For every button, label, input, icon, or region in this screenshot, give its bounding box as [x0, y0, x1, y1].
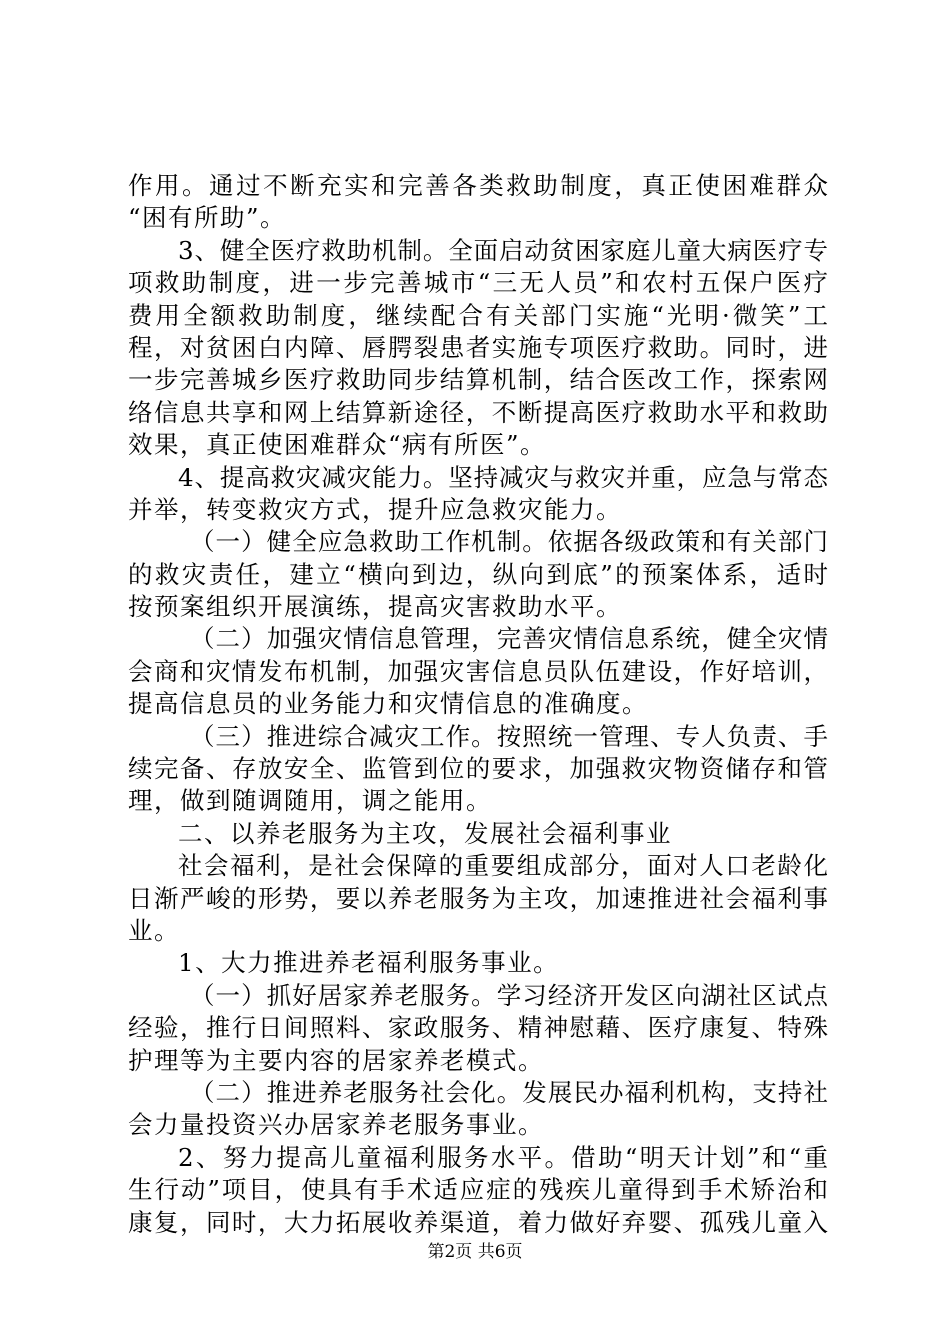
text-line: 效果，真正使困难群众“病有所医”。	[128, 430, 547, 460]
text-line: 理，做到随调随用，调之能用。	[128, 786, 492, 816]
document-body	[128, 170, 828, 1239]
text-line: 续完备、存放安全、监管到位的要求，加强救灾物资储存和管	[128, 754, 828, 784]
page-footer: 第2页 共6页	[427, 1242, 523, 1262]
text-line: 提高信息员的业务能力和灾情信息的准确度。	[128, 689, 648, 719]
text-line: 日渐严峻的形势，要以养老服务为主攻，加速推进社会福利事	[128, 883, 828, 913]
text-line: 会商和灾情发布机制，加强灾害信息员队伍建设，作好培训，	[128, 656, 828, 686]
text-line: 会力量投资兴办居家养老服务事业。	[128, 1110, 544, 1140]
text-line: 络信息共享和网上结算新途径，不断提高医疗救助水平和救助	[128, 397, 828, 427]
text-line: 一步完善城乡医疗救助同步结算机制，结合医改工作，探索网	[128, 365, 828, 395]
text-line: 护理等为主要内容的居家养老模式。	[128, 1045, 544, 1075]
text-line: （一）抓好居家养老服务。学习经济开发区向湖社区试点	[190, 980, 828, 1010]
text-line: 1、大力推进养老福利服务事业。	[178, 948, 560, 978]
text-line: 社会福利，是社会保障的重要组成部分，面对人口老龄化	[178, 851, 828, 881]
text-line: 项救助制度，进一步完善城市“三无人员”和农村五保户医疗	[128, 268, 828, 298]
text-line: 康复，同时，大力拓展收养渠道，着力做好弃婴、孤残儿童入	[128, 1207, 828, 1237]
text-line: 二、以养老服务为主攻，发展社会福利事业	[178, 818, 672, 848]
text-line: 作用。通过不断充实和完善各类救助制度，真正使困难群众	[128, 171, 828, 200]
text-line: 程，对贫困白内障、唇腭裂患者实施专项医疗救助。同时，进	[128, 332, 828, 362]
text-line: 4、提高救灾减灾能力。坚持减灾与救灾并重，应急与常态	[178, 462, 828, 492]
text-line: 生行动”项目，使具有手术适应症的残疾儿童得到手术矫治和	[128, 1175, 828, 1205]
text-line: （二）加强灾情信息管理，完善灾情信息系统，健全灾情	[190, 624, 828, 654]
text-line: 按预案组织开展演练，提高灾害救助水平。	[128, 592, 622, 622]
text-line: 3、健全医疗救助机制。全面启动贫困家庭儿童大病医疗专	[178, 235, 828, 265]
text-line: 的救灾责任，建立“横向到边，纵向到底”的预案体系，适时	[128, 559, 828, 589]
text-line: 经验，推行日间照料、家政服务、精神慰藉、医疗康复、特殊	[128, 1013, 828, 1043]
text-line: 2、努力提高儿童福利服务水平。借助“明天计划”和“重	[178, 1142, 828, 1172]
text-line: “困有所助”。	[128, 203, 287, 233]
text-line: 费用全额救助制度，继续配合有关部门实施“光明·微笑”工	[128, 300, 828, 330]
text-line: 业。	[128, 915, 180, 945]
text-line: （二）推进养老服务社会化。发展民办福利机构，支持社	[190, 1077, 828, 1107]
text-line: （三）推进综合减灾工作。按照统一管理、专人负责、手	[190, 721, 828, 751]
text-line: （一）健全应急救助工作机制。依据各级政策和有关部门	[190, 527, 828, 557]
text-line: 并举，转变救灾方式，提升应急救灾能力。	[128, 494, 622, 524]
